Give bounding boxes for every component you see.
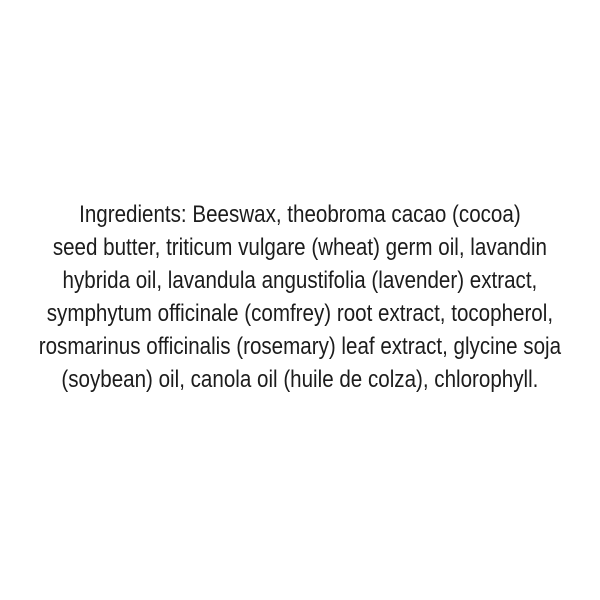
ingredients-line: Ingredients: Beeswax, theobroma cacao (cocoa) xyxy=(79,201,521,228)
ingredients-line: (soybean) oil, canola oil (huile de colza), chlorophyll. xyxy=(61,366,539,393)
ingredients-line: hybrida oil, lavandula angustifolia (lavender) extract, xyxy=(62,267,538,294)
ingredients-line: symphytum officinale (comfrey) root extract, tocopherol, xyxy=(46,300,554,327)
ingredients-line: seed butter, triticum vulgare (wheat) germ oil, lavandin xyxy=(52,234,548,261)
ingredients-label xyxy=(39,198,561,396)
ingredients-line: rosmarinus officinalis (rosemary) leaf extract, glycine soja xyxy=(38,333,562,360)
